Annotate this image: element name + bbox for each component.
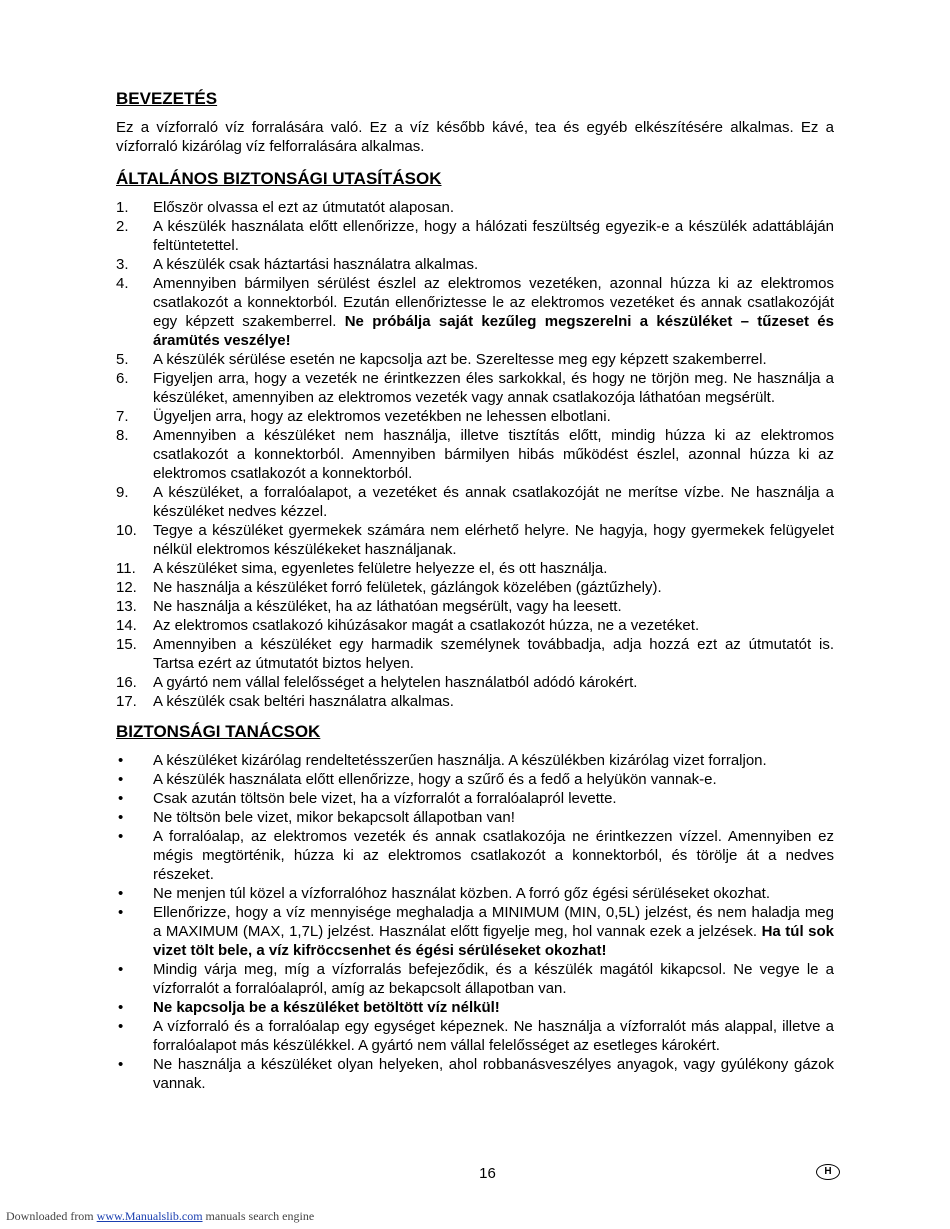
list-item-text: Ne töltsön bele vizet, mikor bekapcsolt állapotban van!: [153, 809, 515, 826]
list-item-text: Először olvassa el ezt az útmutatót alaposan.: [153, 199, 454, 216]
list-marker: •: [118, 1018, 124, 1035]
list-marker: •: [118, 904, 124, 921]
general-safety-list: [116, 198, 834, 711]
list-marker: 1.: [116, 199, 129, 216]
general-safety-item-10: [116, 521, 834, 559]
list-marker: 16.: [116, 674, 137, 691]
list-marker: 2.: [116, 218, 129, 235]
list-marker: •: [118, 885, 124, 902]
list-item-text: Amennyiben a készüléket egy harmadik személynek továbbadja, adja hozzá ezt az útmutatót is. Tartsa ezért az útmutatót biztos helyen.: [153, 636, 834, 672]
download-suffix: manuals search engine: [202, 1209, 315, 1223]
list-marker: •: [118, 828, 124, 845]
list-item-text: Tegye a készüléket gyermekek számára nem elérhető helyre. Ne hagyja, hogy gyermekek felügyelet nélkül elektromos készülékeket használjanak.: [153, 522, 834, 558]
safety-tip-item-8: [116, 960, 834, 998]
list-item-text: Ne menjen túl közel a vízforralóhoz használat közben. A forró gőz égési sérüléseket okozhat.: [153, 885, 771, 902]
list-item-text: Ügyeljen arra, hogy az elektromos vezetékben ne lehessen elbotlani.: [153, 408, 611, 425]
language-badge: H: [816, 1164, 840, 1180]
general-safety-item-12: [116, 578, 834, 597]
list-marker: 14.: [116, 617, 137, 634]
general-safety-item-17: [116, 692, 834, 711]
list-marker: 17.: [116, 693, 137, 710]
safety-tips-heading: BIZTONSÁGI TANÁCSOK: [116, 722, 321, 741]
list-marker: 6.: [116, 370, 129, 387]
list-marker: 5.: [116, 351, 129, 368]
safety-tip-item-6: [116, 884, 834, 903]
list-marker: •: [118, 790, 124, 807]
list-marker: •: [118, 809, 124, 826]
list-item-text: Mindig várja meg, míg a vízforralás befejeződik, és a készülék magától kikapcsol. Ne vegye le a vízforralót a forralóalapról, amíg az bekapcsolt állapotban van.: [153, 961, 834, 997]
safety-tip-item-10: [116, 1017, 834, 1055]
general-safety-item-14: [116, 616, 834, 635]
list-item-text: A készüléket sima, egyenletes felületre helyezze el, és ott használja.: [153, 560, 608, 577]
list-marker: 3.: [116, 256, 129, 273]
list-marker: •: [118, 1056, 124, 1073]
list-item-text: A készülék csak beltéri használatra alkalmas.: [153, 693, 454, 710]
safety-tip-item-11: [116, 1055, 834, 1093]
list-marker: 4.: [116, 275, 129, 292]
list-item-text: A készülék használata előtt ellenőrizze, hogy a szűrő és a fedő a helyükön vannak-e.: [153, 771, 717, 788]
list-item-text: Figyeljen arra, hogy a vezeték ne érintkezzen éles sarkokkal, és hogy ne törjön meg. Ne használja a készüléket, amennyiben az elektromos vezeték vagy annak csatlakozója láthatóan megsérült.: [153, 370, 834, 406]
safety-tip-item-7: [116, 903, 834, 960]
list-item-text: Ne használja a készüléket olyan helyeken, ahol robbanásveszélyes anyagok, vagy gyúlékony gázok vannak.: [153, 1056, 834, 1092]
list-item-text: A készülék sérülése esetén ne kapcsolja azt be. Szereltesse meg egy képzett szakemberrel.: [153, 351, 767, 368]
list-marker: 8.: [116, 427, 129, 444]
list-item-text: A vízforraló és a forralóalap egy egységet képeznek. Ne használja a vízforralót más alappal, illetve a forralóalapot más készülékkel. A gyártó nem vállal felelősséget az esetleges károkért.: [153, 1018, 834, 1054]
list-item-text: Az elektromos csatlakozó kihúzásakor magát a csatlakozót húzza, ne a vezetéket.: [153, 617, 700, 634]
page-content: [116, 88, 834, 1103]
list-marker: •: [118, 771, 124, 788]
list-marker: 13.: [116, 598, 137, 615]
intro-text: Ez a vízforraló víz forralására való. Ez a víz később kávé, tea és egyéb elkészítésére alkalmas. Ez a vízforraló kizárólag víz felforralására alkalmas.: [116, 119, 834, 155]
list-item-text: A készüléket, a forralóalapot, a vezetéket és annak csatlakozóját ne merítse vízbe. Ne használja a készüléket nedves kézzel.: [153, 484, 834, 520]
safety-tip-item-9: [116, 998, 834, 1017]
list-item-text: Csak azután töltsön bele vizet, ha a vízforralót a forralóalapról levette.: [153, 790, 617, 807]
list-item-text: A készülék használata előtt ellenőrizze, hogy a hálózati feszültség egyezik-e a készülék adattábláján feltüntetettel.: [153, 218, 834, 254]
safety-tip-item-2: [116, 770, 834, 789]
list-item-text: A forralóalap, az elektromos vezeték és annak csatlakozója ne érintkezzen vízzel. Amennyiben ez mégis megtörténik, húzza ki az elektromos csatlakozót a konnektorból, és törölje át a nedves részeket.: [153, 828, 834, 883]
list-item-bold-text: Ne kapcsolja be a készüléket betöltött víz nélkül!: [153, 999, 500, 1016]
general-safety-item-13: [116, 597, 834, 616]
page-number: 16: [479, 1165, 496, 1182]
general-safety-item-9: [116, 483, 834, 521]
list-item-text: A gyártó nem vállal felelősséget a helytelen használatból adódó károkért.: [153, 674, 638, 691]
list-marker: 10.: [116, 522, 137, 539]
safety-tip-item-1: [116, 751, 834, 770]
list-marker: 15.: [116, 636, 137, 653]
safety-tip-item-4: [116, 808, 834, 827]
list-marker: •: [118, 999, 124, 1016]
list-item-text: A készüléket kizárólag rendeltetésszerűen használja. A készülékben kizárólag vizet forraljon.: [153, 752, 767, 769]
general-safety-item-7: [116, 407, 834, 426]
general-safety-item-15: [116, 635, 834, 673]
list-marker: •: [118, 752, 124, 769]
list-item-bold-text: Ne próbálja saját kezűleg megszerelni a készüléket – tűzeset és áramütés veszélye!: [153, 313, 834, 349]
general-safety-item-4: [116, 274, 834, 350]
general-safety-heading: ÁLTALÁNOS BIZTONSÁGI UTASÍTÁSOK: [116, 169, 442, 188]
list-marker: •: [118, 961, 124, 978]
general-safety-item-5: [116, 350, 834, 369]
general-safety-item-1: [116, 198, 834, 217]
list-item-bold-text: Ha túl sok vizet tölt bele, a víz kifröccsenhet és égési sérüléseket okozhat!: [153, 923, 834, 959]
general-safety-item-8: [116, 426, 834, 483]
general-safety-item-2: [116, 217, 834, 255]
general-safety-item-3: [116, 255, 834, 274]
list-item-text: Ne használja a készüléket forró felületek, gázlángok közelében (gáztűzhely).: [153, 579, 662, 596]
list-marker: 9.: [116, 484, 129, 501]
list-marker: 11.: [116, 560, 136, 577]
list-item-text: Amennyiben a készüléket nem használja, illetve tisztítás előtt, mindig húzza ki az elektromos csatlakozót a konnektorból. Amennyiben bármilyen hibás működést észlel, azonnal húzza ki az elektromos csatlakozót a konnektorból.: [153, 427, 834, 482]
general-safety-item-11: [116, 559, 834, 578]
safety-tips-list: [116, 751, 834, 1093]
manualslib-link[interactable]: www.Manualslib.com: [96, 1209, 203, 1223]
general-safety-item-16: [116, 673, 834, 692]
list-item-text: Ne használja a készüléket, ha az láthatóan megsérült, vagy ha leesett.: [153, 598, 622, 615]
download-notice: [6, 1209, 314, 1224]
list-item-text: Amennyiben bármilyen sérülést észlel az elektromos vezetéken, azonnal húzza ki az elektromos csatlakozót a konnektorból. Ezután ellenőriztesse le az elektromos vezetéket és annak csatlakozóját egy képzett szakemberrel.: [153, 275, 834, 330]
safety-tip-item-5: [116, 827, 834, 884]
list-item-text: A készülék csak háztartási használatra alkalmas.: [153, 256, 479, 273]
list-item-text: Ellenőrizze, hogy a víz mennyisége meghaladja a MINIMUM (MIN, 0,5L) jelzést, és nem haladja meg a MAXIMUM (MAX, 1,7L) jelzést. Használat előtt figyelje meg, hol vannak ezek a jelzések.: [153, 904, 834, 940]
list-marker: 12.: [116, 579, 137, 596]
safety-tip-item-3: [116, 789, 834, 808]
download-prefix: Downloaded from: [6, 1209, 97, 1223]
list-marker: 7.: [116, 408, 129, 425]
intro-heading: BEVEZETÉS: [116, 89, 218, 108]
general-safety-item-6: [116, 369, 834, 407]
